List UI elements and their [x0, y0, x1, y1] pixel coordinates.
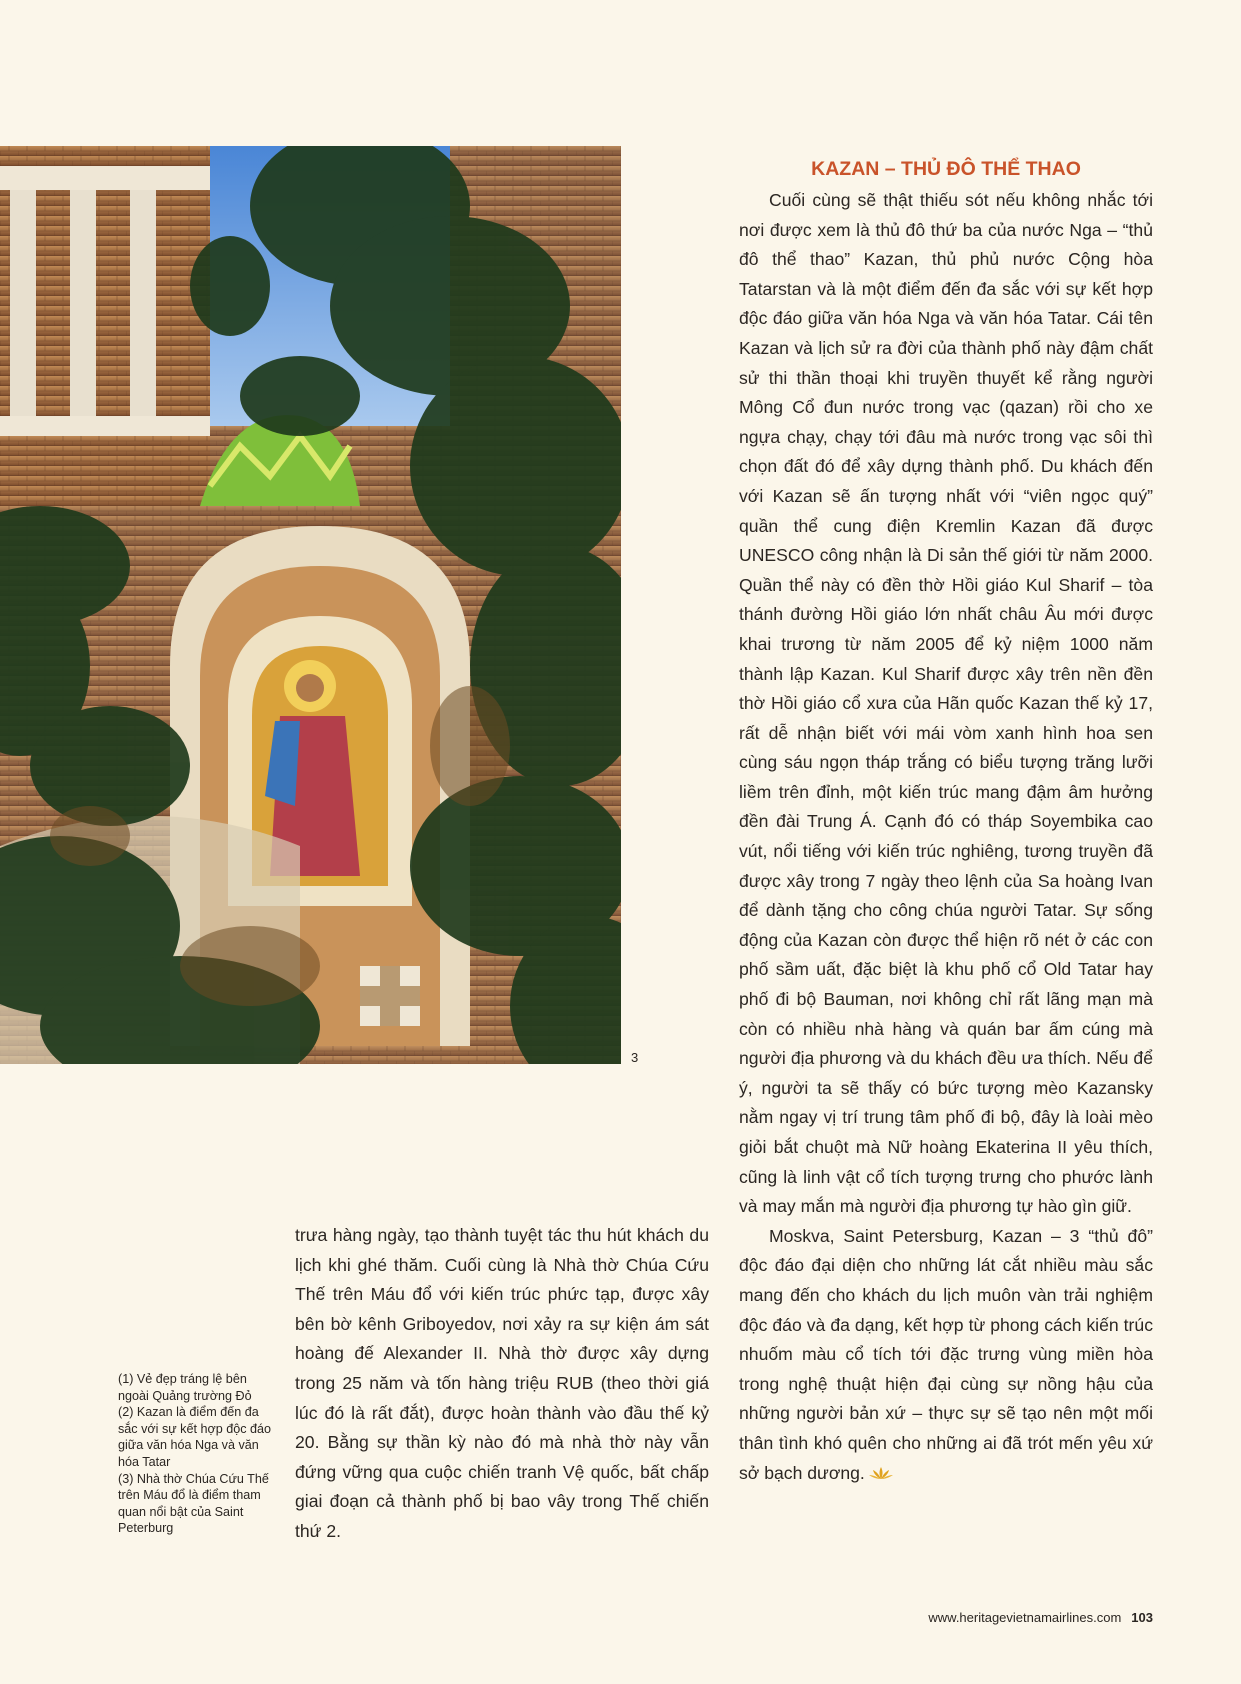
footer-url: www.heritagevietnamairlines.com [928, 1610, 1122, 1625]
kazan-paragraph: Cuối cùng sẽ thật thiếu sót nếu không nhắc tới nơi được xem là thủ đô thứ ba của nước Nga – “thủ đô thể thao” Kazan, thủ phủ nước Cộng hòa Tatarstan và là một điểm đến đa sắc với sự kết hợp độc đáo giữa văn hóa Nga và văn hóa Tatar. Cái tên Kazan và lịch sử ra đời của thành phố này đậm chất sử thi thần thoại khi truyền thuyết kể rằng người Mông Cổ đun nước trong vạc (qazan) rồi cho xe ngựa chạy, chạy tới đâu mà nước trong vạc sôi thì chọn đất đó để xây dựng thành phố. Du khách đến với Kazan sẽ ấn tượng nhất với “viên ngọc quý” quần thể cung điện Kremlin Kazan đã được UNESCO công nhận là Di sản thế giới từ năm 2000. Quần thể này có đền thờ Hồi giáo Kul Sharif – tòa thánh đường Hồi giáo lớn nhất châu Âu mới được khai trương từ năm 2005 để kỷ niệm 1000 năm thành lập Kazan. Kul Sharif được xây trên nền đền thờ Hồi giáo cổ xưa của Hãn quốc Kazan thế kỷ 17, rất dễ nhận biết với mái vòm xanh hình hoa sen cùng sáu ngọn tháp trắng có biểu tượng trăng lưỡi liềm trên đỉnh, một kiến trúc mang đậm âm hưởng đền đài Trung Á. Cạnh đó có tháp Soyembika cao vút, nổi tiếng với kiến trúc nghiêng, tương truyền đã được xây trong 7 ngày theo lệnh của Sa hoàng Ivan để dành tặng cho công chúa người Tatar. Sự sống động của Kazan còn được thể hiện rõ nét ở các con phố sầm uất, đặc biệt là khu phố cổ Old Tatar hay phố đi bộ Bauman, nơi không chỉ rất lãng mạn mà còn có nhiều nhà hàng và quán bar ấm cúng mà người địa phương và du khách đều ưa thích. Nếu để ý, người ta sẽ thấy có bức tượng mèo Kazansky nằm ngay vị trí trung tâm phố đi bộ, đây là loài mèo giỏi bắt chuột mà Nữ hoàng Ekaterina II yêu thích, cũng là linh vật cổ tích tượng trưng cho phước lành và may mắn mà người địa phương tự hào gìn giữ. [739, 190, 1153, 1217]
photo-number: 3 [631, 1050, 639, 1065]
middle-paragraph: trưa hàng ngày, tạo thành tuyệt tác thu hút khách du lịch khi ghé thăm. Cuối cùng là Nhà thờ Chúa Cứu Thế trên Máu đổ với kiến trúc phức tạp, được xây bên bờ kênh Griboyedov, nơi xảy ra sự kiện ám sát hoàng đế Alexander II. Nhà thờ được xây dựng trong 25 năm và tốn hàng triệu RUB (theo thời giá lúc đó là rất đắt), được hoàn thành vào đầu thế kỷ 20. Bằng sự thần kỳ nào đó mà nhà thờ này vẫn đứng vững qua cuộc chiến tranh Vệ quốc, bất chấp giai đoạn cả thành phố bị bao vây trong Thế chiến thứ 2. [295, 1225, 709, 1541]
closing-paragraph [739, 1222, 1153, 1488]
photo-captions [118, 1371, 278, 1537]
page-footer [928, 1610, 1153, 1625]
page-number: 103 [1131, 1610, 1153, 1625]
caption-1: (1) Vẻ đẹp tráng lệ bên ngoài Quảng trường Đỏ [118, 1372, 252, 1403]
section-heading: KAZAN – THỦ ĐÔ THỂ THAO [811, 158, 1081, 180]
middle-column [295, 1221, 709, 1547]
cathedral-photo [0, 146, 621, 1064]
right-column [739, 154, 1153, 1488]
lotus-end-icon [869, 1466, 893, 1480]
caption-3: (3) Nhà thờ Chúa Cứu Thế trên Máu đổ là điểm tham quan nổi bật của Saint Peterburg [118, 1471, 269, 1536]
closing-paragraph-text: Moskva, Saint Petersburg, Kazan – 3 “thủ đô” độc đáo đại diện cho những lát cắt nhiều màu sắc mang đến cho khách du lịch muôn vàn trải nghiệm độc đáo và đa dạng, kết hợp từ phong cách kiến trúc nhuốm màu cổ tích tới đặc trưng vùng miền hòa trong nghệ thuật hiện đại cùng sự nồng hậu của những người bản xứ – thực sự sẽ tạo nên một mối thân tình khó quên cho những ai đã trót mến yêu xứ sở bạch dương. [739, 1225, 1153, 1483]
caption-2: (2) Kazan là điểm đến đa sắc với sự kết hợp độc đáo giữa văn hóa Nga và văn hóa Tatar [118, 1405, 272, 1469]
cathedral-photo-icon [0, 146, 621, 1064]
